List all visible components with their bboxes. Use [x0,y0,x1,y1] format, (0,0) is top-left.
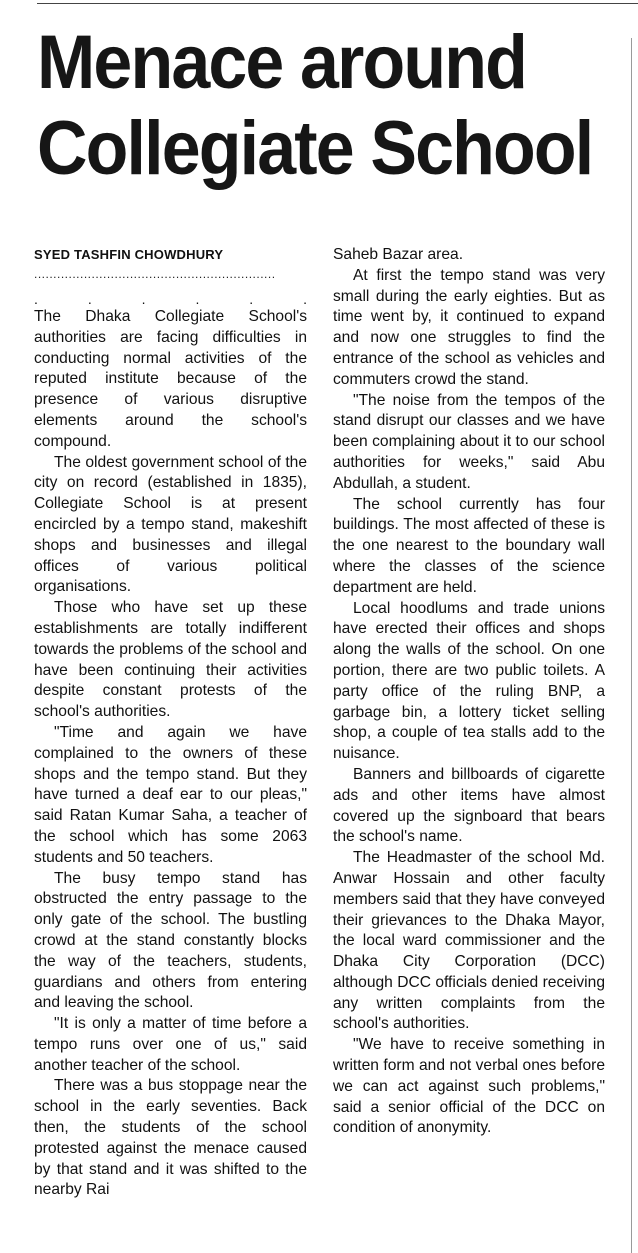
spaced-dots-separator [34,285,307,307]
headline-line-1: Menace around [37,20,526,105]
dot: . [141,291,146,307]
paragraph: The Headmaster of the school Md. Anwar Hossain and other faculty members said that they have conveyed their grievances to the Dhaka Mayor, the local ward commissioner and the Dhaka City Corporation (DCC) although DCC officials denied receiving any written complaints from the school's authorities. [333,849,605,1033]
paragraph-continued: Saheb Bazar area. [333,246,464,263]
paragraph: "It is only a matter of time before a tempo runs over one of us," said another teacher of the school. [34,1015,307,1074]
paragraph: "Time and again we have complained to the owners of these shops and the tempo stand. But they have turned a deaf ear to our pleas," said Ratan Kumar Saha, a teacher of the school which has some 2063 students and 50 teachers. [34,723,307,866]
paragraph: "The noise from the tempos of the stand disrupt our classes and we have been complaining about it to our school authorities for weeks," said Abu Abdullah, a student. [333,391,605,492]
paragraph: The oldest government school of the city on record (established in 1835), Collegiate School is at present encircled by a tempo stand, makeshift shops and businesses and illegal offices of various political organisations. [34,453,307,596]
paragraph: There was a bus stoppage near the school in the early seventies. Back then, the students of the school protested against the menace caused by that stand and it was shifted to the nearby Rai [34,1077,307,1199]
headline [37,20,593,192]
top-rule [37,3,638,4]
paragraph: Banners and billboards of cigarette ads and other items have almost covered up the signboard that bears the school's name. [333,765,605,846]
dot: . [303,291,307,307]
paragraph: At first the tempo stand was very small during the early eighties. But as time went by, it continued to expand and now one struggles to find the entrance of the school as vehicles and commuters crowd the stand. [333,266,605,388]
paragraph: Local hoodlums and trade unions have erected their offices and shops along the walls of the school. On one portion, there are two public toilets. A party office of the ruling BNP, a garbage bin, a lottery ticket selling shop, a couple of tea stalls add to the nuisance. [333,599,605,763]
paragraph: The school currently has four buildings. The most affected of these is the one nearest to the boundary wall where the classes of the science department are held. [333,495,605,596]
dot: . [195,291,200,307]
dot: . [249,291,254,307]
paragraph: The busy tempo stand has obstructed the entry passage to the only gate of the school. The bustling crowd at the stand constantly blocks the way of the teachers, students, guardians and others from entering and leaving the school. [34,869,307,1012]
dotted-separator: ............................................................... [34,267,276,281]
paragraph: Those who have set up these establishments are totally indifferent towards the problems of the school and have been continuing their activities despite constant protests of the school's authorities. [34,599,307,721]
column-2 [333,245,605,1139]
paragraph: The Dhaka Collegiate School's authorities are facing difficulties in conducting normal activities of the reputed institute because of the presence of various disruptive elements around the school's compound. [34,308,307,450]
dot: . [34,291,38,307]
dot: . [87,291,92,307]
byline: SYED TASHFIN CHOWDHURY [34,247,224,262]
right-column-rule [631,38,632,1253]
paragraph: "We have to receive something in written form and not verbal ones before we can act against such problems," said a senior official of the DCC on condition of anonymity. [333,1036,605,1137]
column-1 [34,245,307,1201]
headline-line-2: Collegiate School [37,106,593,191]
